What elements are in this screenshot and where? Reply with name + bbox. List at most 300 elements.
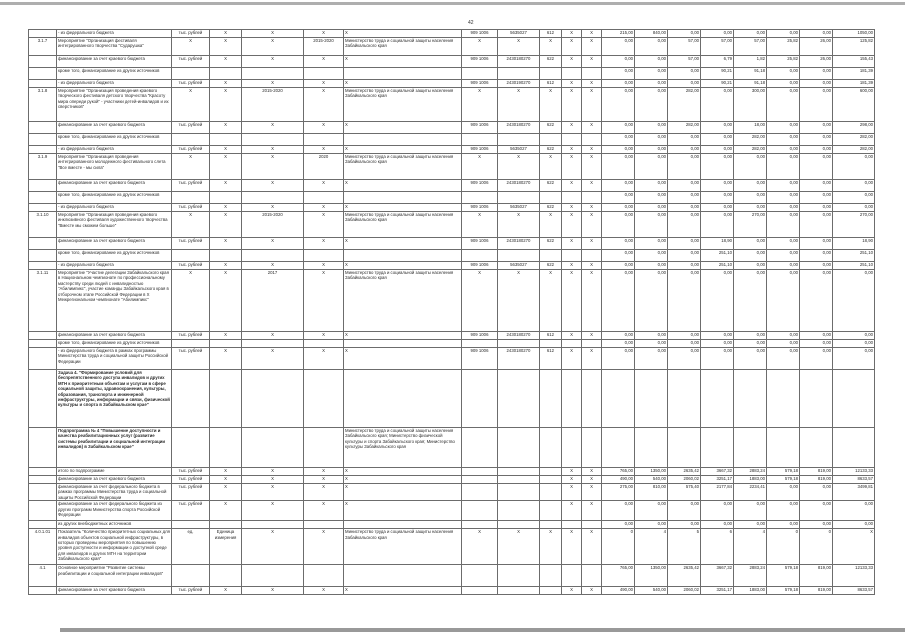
cell-code-vr [540, 134, 562, 146]
cell-col-x4: X [582, 529, 602, 565]
cell-year-2016: 2635,42 [668, 468, 701, 476]
cell-row-title: финансирование за счет краевого бюджета [57, 476, 172, 484]
cell-code-csr [498, 484, 540, 501]
cell-row-title: - из федерального бюджета [57, 146, 172, 154]
cell-year-2014: 0,00 [602, 340, 635, 348]
cell-year-2018: 4 [734, 529, 767, 565]
cell-year-2017: 0,00 [701, 192, 734, 204]
cell-unit: тыс. рублей [172, 476, 210, 484]
scan-bottom-edge [60, 628, 905, 632]
cell-year-2018: 0,00 [734, 501, 767, 521]
cell-col-x3: X [562, 56, 582, 68]
table-row [29, 501, 875, 521]
cell-total: X [833, 529, 875, 565]
cell-responsible: X [344, 501, 462, 521]
cell-total: 181,39 [833, 68, 875, 80]
cell-unit: тыс. рублей [172, 180, 210, 192]
cell-year-2019: 0,00 [767, 68, 800, 80]
table-row [29, 122, 875, 134]
table-row [29, 204, 875, 212]
table-row [29, 180, 875, 192]
cell-col-x3 [562, 521, 582, 529]
cell-code-csr: X [498, 270, 540, 332]
cell-code-grbs: 909 1006 [462, 56, 498, 68]
cell-code-vr [540, 428, 562, 468]
cell-col-x4: X [582, 587, 602, 595]
cell-year-2014: 0,00 [602, 192, 635, 204]
cell-row-number [29, 80, 57, 88]
cell-year-2020: 0,00 [800, 250, 833, 262]
cell-year-2014: 0,00 [602, 180, 635, 192]
cell-year-2017: 18,90 [701, 238, 734, 250]
cell-year-2016: 57,00 [668, 38, 701, 56]
cell-year-2015 [635, 370, 668, 428]
cell-responsible [344, 521, 462, 529]
table-row [29, 146, 875, 154]
cell-unit: X [172, 212, 210, 238]
cell-year-2019: 0,00 [767, 348, 800, 370]
cell-unit [172, 370, 210, 428]
cell-year-2014: 0,00 [602, 348, 635, 370]
cell-code-vr: 622 [540, 56, 562, 68]
cell-year-2019: 0,00 [767, 80, 800, 88]
cell-col-x2 [242, 250, 304, 262]
cell-year-2016: 0,00 [668, 192, 701, 204]
cell-year-2020: 0,00 [800, 238, 833, 250]
cell-code-grbs: X [462, 529, 498, 565]
cell-col-x2: X [242, 80, 304, 88]
cell-col-x4: X [582, 154, 602, 180]
cell-responsible [344, 250, 462, 262]
cell-col-x2: X [242, 56, 304, 68]
cell-period: X [304, 484, 344, 501]
cell-responsible: X [344, 587, 462, 595]
cell-year-2017: 90,21 [701, 80, 734, 88]
cell-year-2016: 0,00 [668, 348, 701, 370]
cell-year-2018: 0,00 [734, 180, 767, 192]
table-row [29, 262, 875, 270]
cell-row-title: финансирование за счет краевого бюджета [57, 238, 172, 250]
cell-year-2019: 0,00 [767, 180, 800, 192]
cell-year-2014: 490,00 [602, 476, 635, 484]
cell-year-2019: 0,00 [767, 262, 800, 270]
cell-year-2019: 0,00 [767, 238, 800, 250]
cell-period: X [304, 30, 344, 38]
cell-code-grbs [462, 134, 498, 146]
cell-year-2019: 0,00 [767, 192, 800, 204]
cell-col-x2: X [242, 262, 304, 270]
cell-row-title: финансирование за счет краевого бюджета [57, 180, 172, 192]
cell-total: 155,43 [833, 56, 875, 68]
program-budget-table [28, 29, 875, 595]
cell-year-2016: 2060,02 [668, 476, 701, 484]
cell-responsible: X [344, 476, 462, 484]
cell-year-2016: 0,00 [668, 250, 701, 262]
table-row [29, 484, 875, 501]
cell-responsible: X [344, 238, 462, 250]
cell-responsible [344, 370, 462, 428]
cell-year-2018: 2234,41 [734, 484, 767, 501]
cell-code-csr: X [498, 529, 540, 565]
cell-col-x1 [210, 250, 242, 262]
cell-code-vr: 612 [540, 348, 562, 370]
cell-unit: X [172, 154, 210, 180]
cell-code-csr: X [498, 88, 540, 122]
cell-col-x4: X [582, 212, 602, 238]
cell-code-grbs: 909 1006 [462, 30, 498, 38]
cell-year-2019: 0,00 [767, 134, 800, 146]
cell-year-2018: 282,00 [734, 146, 767, 154]
cell-code-vr: 612 [540, 80, 562, 88]
cell-code-csr: 2430180270 [498, 56, 540, 68]
cell-unit: тыс. рублей [172, 238, 210, 250]
cell-code-vr: 612 [540, 332, 562, 340]
cell-col-x1 [210, 521, 242, 529]
cell-period: X [304, 180, 344, 192]
cell-year-2014: 0 [602, 529, 635, 565]
cell-year-2014: 0,00 [602, 134, 635, 146]
cell-year-2015: 0,00 [635, 56, 668, 68]
cell-year-2020: 0,00 [800, 212, 833, 238]
cell-code-csr: 2430180270 [498, 180, 540, 192]
cell-year-2018: 0,00 [734, 192, 767, 204]
cell-year-2019: 25,82 [767, 38, 800, 56]
cell-total: 12133,33 [833, 565, 875, 587]
cell-code-vr [540, 340, 562, 348]
cell-col-x1 [210, 370, 242, 428]
cell-year-2014: 0,00 [602, 250, 635, 262]
cell-year-2014: 0,00 [602, 38, 635, 56]
cell-year-2016: 5 [668, 529, 701, 565]
cell-code-grbs: X [462, 212, 498, 238]
cell-year-2014: 275,00 [602, 484, 635, 501]
cell-code-csr [498, 587, 540, 595]
cell-year-2017: 57,00 [701, 38, 734, 56]
cell-code-vr: 622 [540, 122, 562, 134]
cell-year-2020 [800, 370, 833, 428]
cell-code-grbs [462, 484, 498, 501]
cell-year-2019: 579,18 [767, 587, 800, 595]
cell-responsible: X [344, 484, 462, 501]
cell-code-vr [540, 476, 562, 484]
cell-col-x2: X [242, 476, 304, 484]
cell-year-2019: 0,00 [767, 30, 800, 38]
cell-year-2018: 1,82 [734, 56, 767, 68]
cell-period: X [304, 468, 344, 476]
cell-col-x1 [210, 340, 242, 348]
cell-col-x2: X [242, 501, 304, 521]
cell-col-x4: X [582, 262, 602, 270]
cell-year-2015: 0,00 [635, 348, 668, 370]
cell-year-2015: 0,00 [635, 340, 668, 348]
scan-top-edge [0, 2, 905, 5]
table-row [29, 68, 875, 80]
cell-row-number: 3.1.11 [29, 270, 57, 332]
cell-col-x2 [242, 370, 304, 428]
cell-col-x3: X [562, 212, 582, 238]
table-row [29, 270, 875, 332]
cell-year-2015: 0,00 [635, 180, 668, 192]
cell-responsible: X [344, 30, 462, 38]
cell-col-x1: X [210, 56, 242, 68]
cell-col-x3 [562, 370, 582, 428]
cell-total: 1050,00 [833, 30, 875, 38]
cell-row-title: Задача 4. "Формирование условий для беспрепятственного доступа инвалидов и других МГН к приоритетным объектам и услугам в сфере социальной защиты, здравоохранения, культуры, образования, транспорта и инженерной инфраструктуры, информации и связи, физической культуры и спорта в Забайкальском крае" [57, 370, 172, 428]
cell-row-title: финансирование за счет краевого бюджета [57, 332, 172, 340]
cell-responsible: X [344, 80, 462, 88]
cell-period [304, 192, 344, 204]
cell-col-x1: X [210, 122, 242, 134]
cell-total: 0,00 [833, 204, 875, 212]
cell-year-2014: 0,00 [602, 204, 635, 212]
cell-total: 8633,57 [833, 476, 875, 484]
cell-year-2020: 0,00 [800, 332, 833, 340]
cell-period [304, 340, 344, 348]
cell-period [304, 134, 344, 146]
cell-year-2018: 2883,24 [734, 468, 767, 476]
cell-year-2018: 270,00 [734, 212, 767, 238]
cell-col-x4: X [582, 332, 602, 340]
cell-year-2014: 765,00 [602, 565, 635, 587]
cell-code-vr: 612 [540, 30, 562, 38]
cell-year-2016: 0,00 [668, 134, 701, 146]
cell-unit [172, 340, 210, 348]
cell-col-x4 [582, 565, 602, 587]
table-row [29, 587, 875, 595]
cell-year-2017: 0,00 [701, 30, 734, 38]
cell-year-2017: 3667,32 [701, 565, 734, 587]
cell-year-2020 [800, 428, 833, 468]
cell-year-2014: 0,00 [602, 80, 635, 88]
cell-unit [172, 68, 210, 80]
cell-responsible [344, 134, 462, 146]
cell-period: X [304, 587, 344, 595]
cell-year-2019: 0,00 [767, 521, 800, 529]
cell-code-vr [540, 565, 562, 587]
cell-responsible: X [344, 180, 462, 192]
cell-period: X [304, 146, 344, 154]
cell-unit: тыс. рублей [172, 146, 210, 154]
cell-total: 270,00 [833, 212, 875, 238]
cell-year-2020: 819,00 [800, 468, 833, 476]
cell-total: 0,00 [833, 340, 875, 348]
cell-year-2018: 282,00 [734, 134, 767, 146]
cell-year-2015: 0,00 [635, 146, 668, 154]
cell-responsible [344, 192, 462, 204]
cell-col-x2: X [242, 484, 304, 501]
cell-col-x4: X [582, 122, 602, 134]
cell-row-number: 4.1 [29, 565, 57, 587]
cell-col-x4 [582, 428, 602, 468]
cell-row-title: - из федерального бюджета [57, 30, 172, 38]
cell-year-2017: 6 [701, 529, 734, 565]
cell-row-number [29, 484, 57, 501]
cell-col-x3: X [562, 146, 582, 154]
cell-year-2015: 1350,00 [635, 468, 668, 476]
cell-total: 0,00 [833, 521, 875, 529]
cell-code-csr [498, 428, 540, 468]
cell-year-2014 [602, 370, 635, 428]
cell-responsible: X [344, 204, 462, 212]
cell-year-2016: 2635,42 [668, 565, 701, 587]
cell-year-2019: 0,00 [767, 484, 800, 501]
cell-year-2016: 0,00 [668, 270, 701, 332]
cell-row-title: финансирование за счет краевого бюджета [57, 56, 172, 68]
cell-year-2018: 0,00 [734, 154, 767, 180]
cell-year-2017: 0,00 [701, 340, 734, 348]
cell-year-2017: 0,00 [701, 154, 734, 180]
cell-unit: тыс. рублей [172, 587, 210, 595]
cell-year-2020: 0,00 [800, 262, 833, 270]
cell-year-2016: 0,00 [668, 204, 701, 212]
cell-year-2019: 0,00 [767, 122, 800, 134]
cell-year-2018: 0,00 [734, 250, 767, 262]
cell-code-csr: 2430180270 [498, 348, 540, 370]
cell-year-2020: 819,00 [800, 476, 833, 484]
cell-responsible: Министерство труда и социальной защиты населения Забайкальского края [344, 270, 462, 332]
cell-col-x3: X [562, 587, 582, 595]
cell-col-x2 [242, 134, 304, 146]
cell-year-2017: 3667,32 [701, 468, 734, 476]
cell-col-x4: X [582, 56, 602, 68]
cell-code-csr [498, 565, 540, 587]
cell-row-number [29, 134, 57, 146]
cell-row-title: Мероприятие "Организация фестиваля интегрированного творчества "Сударушка" [57, 38, 172, 56]
cell-year-2020: 0,00 [800, 30, 833, 38]
cell-year-2016: 0,00 [668, 262, 701, 270]
cell-year-2019: 25,82 [767, 56, 800, 68]
cell-period: X [304, 476, 344, 484]
cell-unit: X [172, 270, 210, 332]
cell-responsible: X [344, 146, 462, 154]
cell-code-vr [540, 521, 562, 529]
cell-year-2020: 0,00 [800, 88, 833, 122]
cell-year-2020: 0,00 [800, 122, 833, 134]
cell-col-x2 [242, 521, 304, 529]
cell-code-vr: 622 [540, 238, 562, 250]
table-row [29, 250, 875, 262]
cell-code-csr: 5635027 [498, 204, 540, 212]
cell-row-title: Мероприятие "Организация проведения краевого инклюзивного фестиваля художественного творчества "Вместе мы сможем больше" [57, 212, 172, 238]
cell-year-2016: 57,00 [668, 56, 701, 68]
cell-unit [172, 565, 210, 587]
cell-row-number [29, 370, 57, 428]
cell-year-2016: 0,00 [668, 212, 701, 238]
table-row [29, 134, 875, 146]
cell-total: 298,00 [833, 122, 875, 134]
cell-code-vr [540, 250, 562, 262]
cell-year-2015: 0,00 [635, 238, 668, 250]
cell-year-2019 [767, 428, 800, 468]
cell-year-2016: 0,00 [668, 501, 701, 521]
cell-code-csr: X [498, 154, 540, 180]
cell-col-x1: X [210, 262, 242, 270]
cell-col-x3 [562, 134, 582, 146]
cell-row-title: итого по подпрограмме [57, 468, 172, 476]
cell-year-2020: 0,00 [800, 521, 833, 529]
cell-code-csr: 2430180270 [498, 332, 540, 340]
cell-year-2015: 4 [635, 529, 668, 565]
cell-col-x1 [210, 68, 242, 80]
cell-year-2017: 90,21 [701, 68, 734, 80]
cell-year-2014: 0,00 [602, 88, 635, 122]
cell-total [833, 370, 875, 428]
cell-responsible: X [344, 348, 462, 370]
cell-col-x1 [210, 134, 242, 146]
cell-year-2015: 0,00 [635, 501, 668, 521]
cell-col-x2: X [242, 30, 304, 38]
cell-year-2017: 2177,84 [701, 484, 734, 501]
cell-col-x2: X [242, 38, 304, 56]
cell-col-x4 [582, 192, 602, 204]
cell-year-2018: 0,00 [734, 348, 767, 370]
cell-row-number [29, 30, 57, 38]
cell-row-title: финансирование за счет краевого бюджета [57, 587, 172, 595]
cell-row-number [29, 476, 57, 484]
cell-unit [172, 250, 210, 262]
cell-col-x4: X [582, 501, 602, 521]
cell-row-number: 3.1.9 [29, 154, 57, 180]
cell-total [833, 428, 875, 468]
cell-year-2016: 575,40 [668, 484, 701, 501]
cell-row-title: - из федерального бюджета [57, 204, 172, 212]
cell-col-x3 [562, 340, 582, 348]
page-number: 42 [468, 20, 474, 26]
cell-unit: тыс. рублей [172, 204, 210, 212]
cell-period: X [304, 332, 344, 340]
cell-col-x2: X [242, 122, 304, 134]
cell-year-2019: 0,00 [767, 250, 800, 262]
cell-code-csr [498, 468, 540, 476]
cell-col-x4: X [582, 88, 602, 122]
cell-year-2017 [701, 370, 734, 428]
cell-year-2014 [602, 428, 635, 468]
cell-year-2018: 57,00 [734, 38, 767, 56]
cell-year-2015: 540,00 [635, 587, 668, 595]
cell-col-x3 [562, 565, 582, 587]
cell-col-x1: X [210, 154, 242, 180]
cell-col-x2: X [242, 348, 304, 370]
cell-col-x3: X [562, 348, 582, 370]
cell-year-2017: 0,00 [701, 204, 734, 212]
cell-responsible: Министерство труда и социальной защиты населения Забайкальского края [344, 212, 462, 238]
cell-year-2015: 0,00 [635, 68, 668, 80]
cell-total: 0,00 [833, 180, 875, 192]
cell-year-2019 [767, 370, 800, 428]
cell-code-csr: 5635027 [498, 146, 540, 154]
cell-code-vr [540, 484, 562, 501]
cell-code-vr: 622 [540, 180, 562, 192]
cell-code-grbs: X [462, 154, 498, 180]
cell-col-x2 [242, 340, 304, 348]
cell-col-x4 [582, 250, 602, 262]
cell-row-title: кроме того, финансирование из других источников [57, 250, 172, 262]
cell-year-2015: 840,00 [635, 30, 668, 38]
cell-year-2018: 0,00 [734, 521, 767, 529]
cell-year-2018: 0,00 [734, 30, 767, 38]
cell-row-title: из других внебюджетных источников [57, 521, 172, 529]
cell-total: 251,10 [833, 262, 875, 270]
table-row [29, 370, 875, 428]
cell-col-x4: X [582, 270, 602, 332]
cell-row-title: финансирование за счет федерального бюджета в рамках программы Министерства труда и социальной защиты Российской Федерации [57, 484, 172, 501]
cell-year-2015: 810,00 [635, 484, 668, 501]
cell-responsible: Министерство труда и социальной защиты населения Забайкальского края [344, 38, 462, 56]
cell-period: X [304, 212, 344, 238]
cell-total: 0,00 [833, 501, 875, 521]
table-row [29, 476, 875, 484]
cell-total: 3499,81 [833, 484, 875, 501]
